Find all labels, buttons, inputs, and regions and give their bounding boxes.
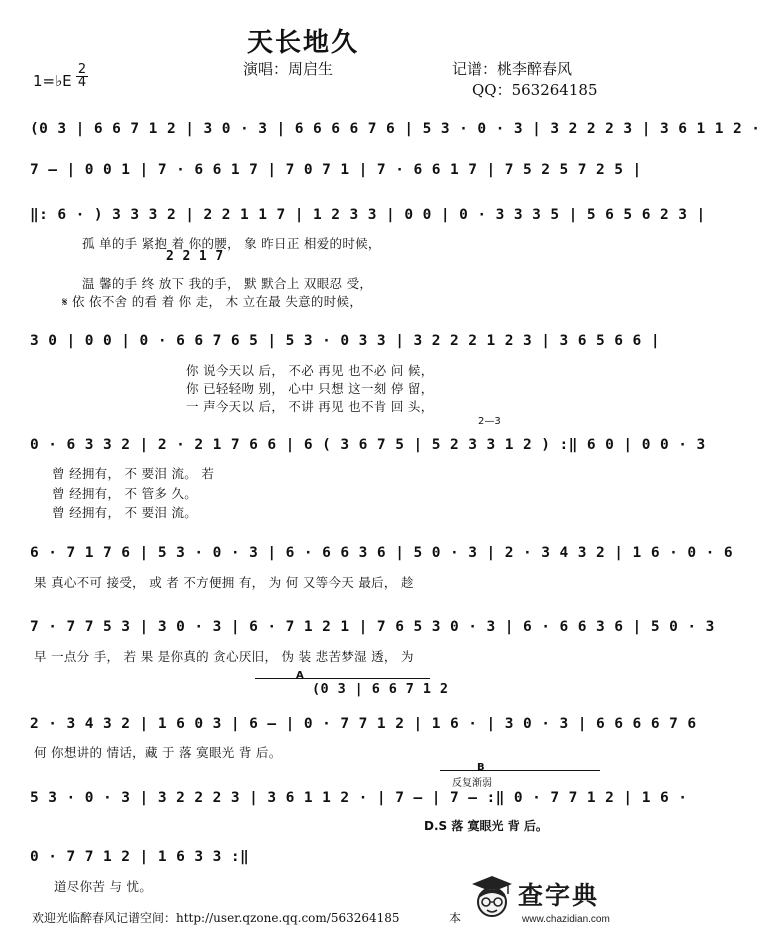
score-line-4: 3 0 | 0 0 | 0 · 6 6 7 6 5 | 5 3 · 0 3 3 | 3 2 2 2 1 2 3 | 3 6 5 6 6 | (30, 333, 660, 349)
transcriber-credit: 记谱：桃李醉春风 (452, 60, 573, 78)
time-signature-top: 2 (77, 62, 87, 77)
score-line-3: ‖: 6 · ) 3 3 3 2 | 2 2 1 1 7 | 1 2 3 3 | 0 0 | 0 · 3 3 3 5 | 5 6 5 6 2 3 | (30, 207, 706, 223)
lyric-line-5a: 曾 经拥有， 不 要泪 流。 若 (52, 466, 215, 481)
score-line-2: 7 – | 0 0 1 | 7 · 6 6 1 7 | 7 0 7 1 | 7 · 6 6 1 7 | 7 5 2 5 7 2 5 | (30, 162, 642, 178)
lyric-line-10: 道尽你苦 与 忧。 (54, 879, 153, 894)
score-line-9: 5 3 · 0 · 3 | 3 2 2 2 3 | 3 6 1 1 2 · | 7 – | 7 – :‖ 0 · 7 7 1 2 | 1 6 · (30, 790, 688, 806)
song-title: 天长地久 (247, 28, 360, 58)
section-a-bracket (255, 678, 430, 679)
score-line-10: 0 · 7 7 1 2 | 1 6 3 3 :‖ (30, 849, 250, 865)
time-signature (76, 64, 88, 89)
lyric-line-8: 何 你想讲的 情话，藏 于 落 寞眼光 背 后。 (34, 745, 282, 760)
footer-ben: 本 (449, 911, 462, 925)
lyric-line-9: D.S 落 寞眼光 背 后。 (424, 819, 548, 833)
lyric-line-4c: 一 声今天以 后， 不讲 再见 也不肯 回 头， (186, 399, 434, 414)
lyric-line-3b: 温 馨的手 终 放下 我的手， 默 默合上 双眼忍 受， (82, 276, 373, 291)
alt-notes-line-3: 2 2 1 7 (166, 249, 224, 264)
fanfu-mark: 反复渐弱 (452, 778, 492, 789)
lyric-line-4b: 你 已轻轻吻 别， 心中 只想 这一刻 停 留， (186, 381, 434, 396)
score-line-8: 2 · 3 4 3 2 | 1 6 0 3 | 6 – | 0 · 7 7 1 2 | 1 6 · | 3 0 · 3 | 6 6 6 6 7 6 (30, 716, 697, 732)
qq-number: QQ：563264185 (472, 81, 598, 99)
logo-url: www.chazidian.com (522, 914, 610, 925)
lyric-line-5c: 曾 经拥有， 不 要泪 流。 (52, 505, 198, 520)
site-logo (470, 870, 635, 930)
section-b-bracket (440, 770, 600, 771)
score-line-6: 6 · 7 1 7 6 | 5 3 · 0 · 3 | 6 · 6 6 3 6 | 5 0 · 3 | 2 · 3 4 3 2 | 1 6 · 0 · 6 (30, 545, 733, 561)
lyric-line-5b: 曾 经拥有， 不 管多 久。 (52, 486, 198, 501)
lyric-line-4a: 你 说今天以 后， 不必 再见 也不必 问 候， (186, 363, 434, 378)
score-line-7: 7 · 7 7 5 3 | 3 0 · 3 | 6 · 7 1 2 1 | 7 6 5 3 0 · 3 | 6 · 6 6 3 6 | 5 0 · 3 (30, 619, 715, 635)
mascot-icon (470, 874, 514, 922)
score-line-1: (0 3 | 6 6 7 1 2 | 3 0 · 3 | 6 6 6 6 7 6 | 5 3 · 0 · 3 | 3 2 2 2 3 | 3 6 1 1 2 · (30, 121, 760, 137)
lyric-line-3a: 孤 单的手 紧抱 着 你的腰， 象 昨日正 相爱的时候， (82, 236, 381, 251)
lyric-line-3c: 𝄋 依 依不舍 的看 着 你 走， 木 立在最 失意的时候， (62, 294, 363, 309)
section-a-label: A (296, 670, 304, 681)
lyric-line-7: 早 一点分 手， 若 果 是你真的 贪心厌旧， 伪 装 悲苦梦湿 透， 为 (34, 649, 414, 664)
score-line-5: 0 · 6 3 3 2 | 2 · 2 1 7 6 6 | 6 ( 3 6 7 5 | 5 2 3 3 1 2 ) :‖ 6 0 | 0 0 · 3 (30, 437, 706, 453)
logo-name: 查字典 (518, 881, 600, 910)
volta-2-3: 2—3 (478, 416, 501, 427)
lyric-line-6: 果 真心不可 接受， 或 者 不方便拥 有， 为 何 又等今天 最后， 趁 (34, 575, 414, 590)
section-b-label: B (477, 762, 485, 773)
key-signature: 1=♭E (33, 72, 72, 90)
time-signature-bottom: 4 (77, 75, 87, 90)
singer-credit: 演唱：周启生 (243, 60, 334, 78)
section-a-music: (0 3 | 6 6 7 1 2 (312, 681, 449, 697)
footer-text: 欢迎光临醉春风记谱空间：http://user.qzone.qq.com/563264185 (32, 911, 400, 925)
